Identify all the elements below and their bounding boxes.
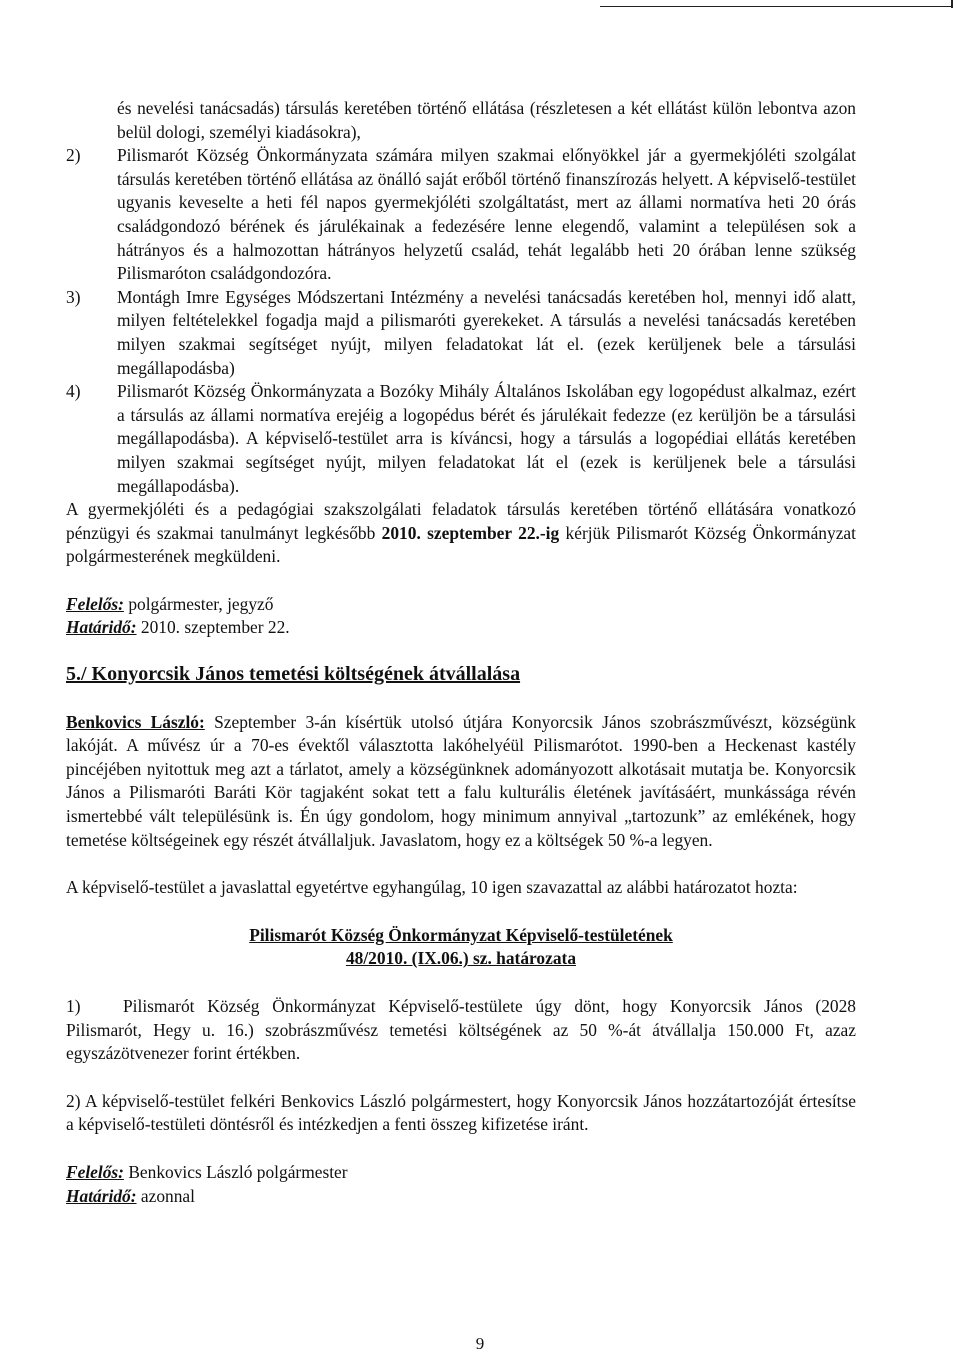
- deadline-line: [66, 616, 856, 640]
- deadline-value: azonnal: [136, 1185, 195, 1206]
- list-item-number: 4): [66, 381, 81, 402]
- resolution-point-text: Pilismarót Község Önkormányzat Képviselő-testülete úgy dönt, hogy Konyorcsik János (2028 Pilismarót, Hegy u. 16.) szobrászművész temetési költségének az 50 %-át átvállalja 150.000 Ft, azaz egyszázötvenezer forint értékben.: [66, 996, 856, 1064]
- responsible-label: Felelős:: [66, 593, 124, 614]
- list-item-text: Pilismarót Község Önkormányzata számára milyen szakmai előnyökkel jár a gyermekjóléti szolgálat társulás keretében történő ellátása az önálló saját erőből történő finanszírozás helyett. A képviselő-testület ugyanis keveselte a heti fél napos gyermekjóléti szolgáltatást, mert az állami normatíva heti 20 órás családgondozó bérének és járulékainak a fedezésére lenne elegendő, valamint a településen sok a hátrányos és a halmozottan hátrányos helyzetű család, tehát legalább heti 20 órában lenne szükség Pilismaróton családgondozóra.: [117, 145, 856, 284]
- list-item-text: Pilismarót Község Önkormányzata a Bozóky Mihály Általános Iskolában egy logopédust alkalmaz, ezért a társulás az állami normatíva erejéig a logopédus bérét és járulékait fedezze (ez kerüljön be a társulási megállapodásba). A képviselő-testület arra is kíváncsi, hogy a társulás a logopédiai ellátás keretében milyen szakmai segítséget nyújt, milyen feladatokat lát el (ezek is kerüljenek bele a társulási megállapodásba).: [117, 381, 856, 496]
- list-item-number: 3): [66, 286, 81, 307]
- request-deadline: 2010. szeptember 22.-ig: [381, 522, 560, 543]
- responsible-label: Felelős:: [66, 1161, 124, 1182]
- document-page: [66, 97, 856, 1208]
- vote-paragraph: A képviselő-testület a javaslattal egyetértve egyhangúlag, 10 igen szavazattal az alábbi határozatot hozta:: [66, 877, 798, 898]
- resolution-point-text: A képviselő-testület felkéri Benkovics László polgármestert, hogy Konyorcsik János hozzátartozóját értesítse a képviselő-testületi döntésről és intézkedjen a fenti összeg kifizetése iránt.: [66, 1090, 856, 1135]
- speech-paragraph: [66, 711, 856, 853]
- speech-text: Szeptember 3-án kísértük utolsó útjára Konyorcsik János szobrászművészt, községünk lakóját. A művész úr a 70-es évektől választotta lakóhelyéül Pilismarótot. 1990-ben a Heckenast kastély pincéjében nyitottuk meg azt a tárlatot, amely a községünknek adományozott alkotásait mutatja be. Konyorcsik János a Pilismaróti Baráti Kör tagjaként sokat tett a falu kulturális életének javításáért, munkássága révén ismertebbé vált településünk is. Én úgy gondolom, hogy minimum annyival „tartozunk” az emlékének, hogy temetése költségeinek egy részét átvállaljuk. Javaslatom, hogy ez a költségek 50 %-a legyen.: [66, 711, 856, 850]
- list-item: [66, 286, 856, 380]
- deadline-value: 2010. szeptember 22.: [136, 617, 290, 638]
- deadline-label: Határidő:: [66, 1185, 137, 1206]
- request-text-after: kérjük Pilismarót Község Önkormányzat polgármesterének megküldeni.: [66, 522, 856, 567]
- resolution-number: 48/2010. (IX.06.) sz. határozata: [345, 948, 577, 969]
- request-paragraph: [66, 498, 856, 569]
- top-rule: [600, 6, 952, 7]
- section-heading: 5./ Konyorcsik János temetési költségének átvállalása: [66, 663, 521, 686]
- speaker-name: Benkovics László:: [66, 711, 205, 732]
- question-list: [66, 144, 856, 498]
- list-item: [66, 144, 856, 286]
- resolution-point-number: 2): [66, 1090, 81, 1111]
- responsible-line: [66, 1161, 856, 1185]
- deadline-label: Határidő:: [66, 617, 137, 638]
- list-item-number: 2): [66, 145, 81, 166]
- resolution-point-number: 1): [66, 996, 81, 1016]
- list-continuation: és nevelési tanácsadás) társulás keretében történő ellátása (részletesen a két ellátást külön lebontva azon belül dologi, személyi kiadásokra),: [117, 98, 856, 142]
- responsible-line: [66, 593, 856, 617]
- responsible-value: Benkovics László polgármester: [123, 1161, 348, 1182]
- resolution-point: [66, 1090, 856, 1137]
- list-item-text: Montágh Imre Egységes Módszertani Intézmény a nevelési tanácsadás keretében hol, mennyi idő alatt, milyen feltételekkel fogadja majd a pilismaróti gyerekeket. A társulás a nevelési tanácsadás keretében milyen szakmai segítséget nyújt, milyen feladatokat lát el. (ezek kerüljenek bele a társulási megállapodásba): [117, 286, 856, 378]
- resolution-title: Pilismarót Község Önkormányzat Képviselő-testületének: [249, 924, 673, 945]
- page-number: 9: [475, 1334, 485, 1353]
- responsible-value: polgármester, jegyző: [123, 593, 274, 614]
- deadline-line: [66, 1185, 856, 1209]
- request-text-before: A gyermekjóléti és a pedagógiai szakszolgálati feladatok társulás keretében történő ellátására vonatkozó pénzügyi és szakmai tanulmányt legkésőbb: [66, 499, 856, 543]
- list-item: [66, 380, 856, 498]
- top-corner-mark: [951, 0, 953, 8]
